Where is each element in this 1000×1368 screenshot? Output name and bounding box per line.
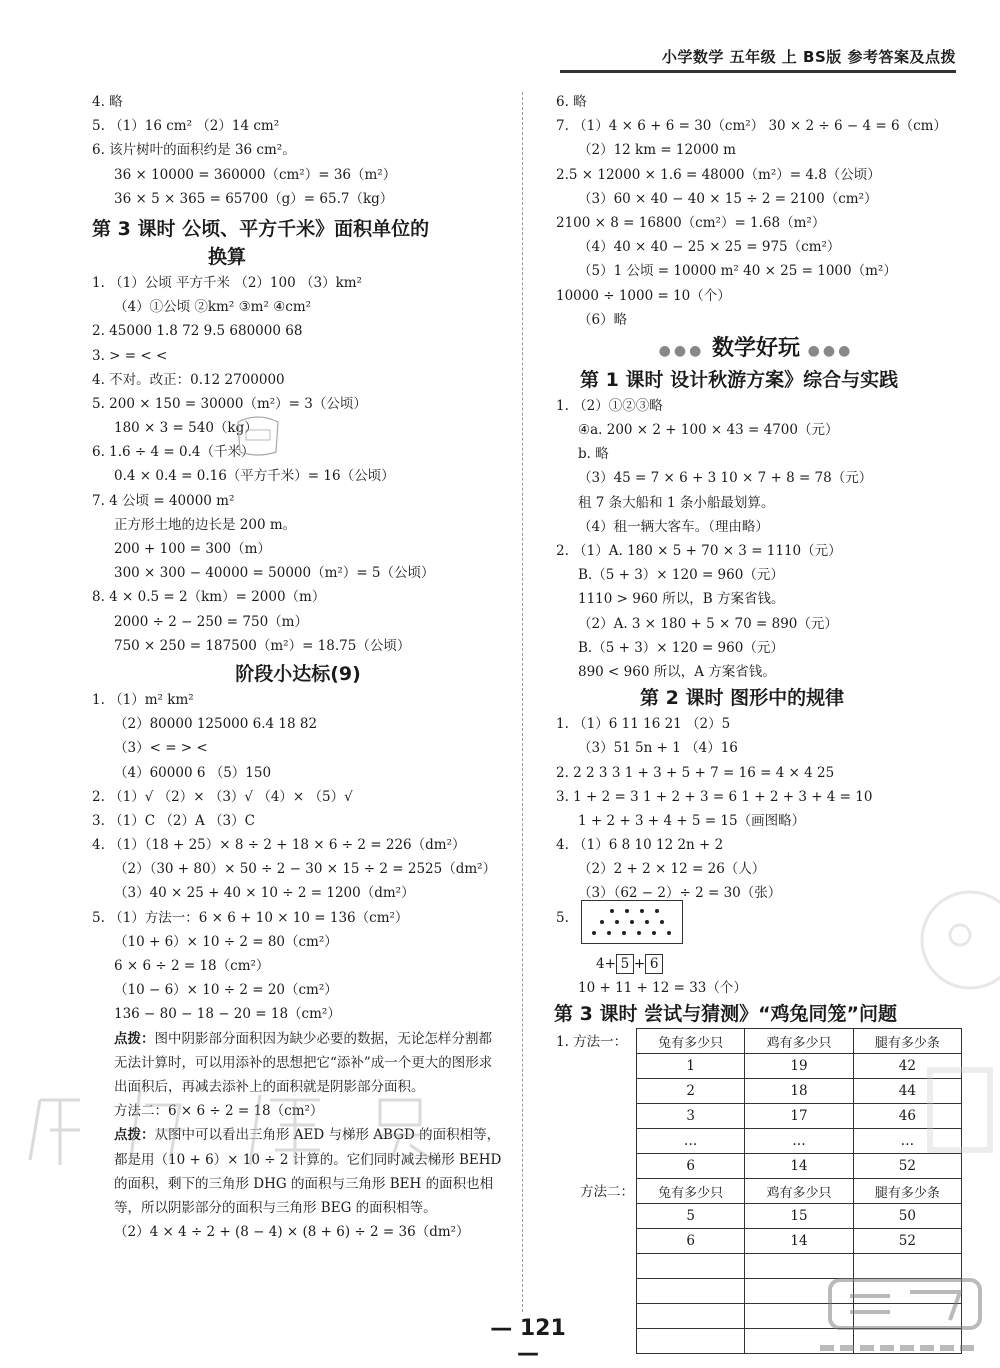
answer-line: 180 × 3 = 540（kg） — [114, 420, 258, 437]
expr-part: 4+ — [596, 955, 616, 972]
answer-line: 4. （1）6 8 10 12 2n + 2 — [556, 837, 724, 854]
table-header-cell: 鸡有多少只 — [745, 1029, 853, 1054]
answer-line: 6. 1.6 ÷ 4 = 0.4（千米） — [92, 444, 255, 461]
answer-line: 5. （1）方法一：6 × 6 + 10 × 10 = 136（cm²） — [92, 909, 409, 926]
answer-line: （2）4 × 4 ÷ 2 + (8 − 4) × (8 + 6) ÷ 2 = 36（dm²） — [114, 1224, 470, 1241]
answer-line: 6. 略 — [556, 94, 587, 110]
answer-line: （4）40 × 40 − 25 × 25 = 975（cm²） — [578, 239, 841, 256]
table-cell: 44 — [853, 1079, 961, 1104]
answer-line: 300 × 300 − 40000 = 50000（m²）= 5（公顷） — [114, 565, 435, 582]
answer-line: 6 × 6 ÷ 2 = 18（cm²） — [114, 958, 270, 974]
answer-line: 租 7 条大船和 1 条小船最划算。 — [578, 494, 775, 511]
answer-line: （2）（30 + 80）× 50 ÷ 2 − 30 × 15 ÷ 2 = 2525（dm²） — [114, 861, 497, 878]
method-label: 方法二： — [580, 1184, 634, 1200]
answer-line: 1. （1）6 11 16 21 （2）5 — [556, 716, 731, 733]
table-cell: 50 — [853, 1204, 961, 1229]
stage-title: 阶段小达标(9) — [235, 662, 361, 685]
table-cell: … — [637, 1129, 745, 1154]
answer-line: 1. （1）公顷 平方千米 （2）100 （3）km² — [92, 274, 362, 291]
answer-line: 1110 > 960 所以，B 方案省钱。 — [578, 591, 785, 608]
answer-line: 8. 4 × 0.5 = 2（km）= 2000（m） — [92, 589, 326, 606]
answer-line: 2. 45000 1.8 72 9.5 680000 68 — [92, 323, 303, 340]
answer-line: （3）（62 − 2）÷ 2 = 30（张） — [578, 885, 782, 902]
answer-line: （2）12 km = 12000 m — [578, 142, 736, 159]
table-cell: 18 — [745, 1079, 853, 1104]
table-cell: 19 — [745, 1054, 853, 1079]
table-cell: 6 — [637, 1154, 745, 1179]
table-cell: … — [853, 1129, 961, 1154]
answer-line: 2. （1）A. 180 × 5 + 70 × 3 = 1110（元） — [556, 543, 842, 559]
table-cell: 17 — [745, 1104, 853, 1129]
table-cell: 6 — [637, 1229, 745, 1254]
table-row — [637, 1204, 962, 1229]
site-logo — [800, 1268, 1000, 1368]
table-cell — [637, 1329, 745, 1354]
table-cell: 52 — [853, 1229, 961, 1254]
item-number: 5. — [556, 909, 569, 926]
answer-line: （10 + 6）× 10 ÷ 2 = 80（cm²） — [114, 933, 338, 950]
section-banner — [556, 332, 956, 366]
dot-pattern-figure — [581, 900, 683, 944]
boxed-number: 5 — [616, 954, 634, 974]
answer-line: （4）①公顷 ②km² ③m² ④cm² — [114, 299, 312, 316]
right-column — [556, 90, 956, 1318]
answer-line: 4. 不对。改正：0.12 2700000 — [92, 371, 285, 388]
answer-line: （4）60000 6 （5）150 — [114, 764, 272, 781]
table-header-cell: 腿有多少条 — [853, 1029, 961, 1054]
page-number: — 121 — — [490, 1316, 566, 1366]
answer-line: 5. （1）16 cm² （2）14 cm² — [92, 118, 280, 135]
table-row — [637, 1229, 962, 1254]
decor-dots: ●●● — [658, 342, 705, 359]
answer-line: （3）< = > < — [114, 740, 208, 757]
answer-line: 200 + 100 = 300（m） — [114, 541, 271, 557]
expr-part: + — [633, 955, 646, 972]
tip-label: 点拨： — [114, 1030, 155, 1047]
answer-line — [556, 952, 956, 976]
answer-line: 6. 该片树叶的面积约是 36 cm²。 — [92, 142, 296, 159]
table-cell — [637, 1279, 745, 1304]
answer-line: 1. （1）m² km² — [92, 691, 194, 708]
table-cell: 5 — [637, 1204, 745, 1229]
answer-line: 2.5 × 12000 × 1.6 = 48000（m²）= 4.8（公顷） — [556, 166, 881, 183]
answer-line: 36 × 10000 = 360000（cm²）= 36（m²） — [114, 166, 397, 183]
table-cell: 14 — [745, 1229, 853, 1254]
table-cell: 46 — [853, 1104, 961, 1129]
table-cell — [637, 1304, 745, 1329]
answer-line: 7. （1）4 × 6 + 6 = 30（cm²） 30 × 2 ÷ 6 − 4 = 6（cm） — [556, 118, 947, 135]
method-label: 1. 方法一： — [556, 1034, 628, 1050]
answer-line: 1 + 2 + 3 + 4 + 5 = 15（画图略） — [578, 812, 806, 829]
answer-line: ④a. 200 × 2 + 100 × 43 = 4700（元） — [578, 422, 839, 439]
answer-line: 2. （1）√ （2）× （3）√ （4）× （5）√ — [92, 788, 353, 805]
answer-line: （3）60 × 40 − 40 × 15 ÷ 2 = 2100（cm²） — [578, 190, 878, 207]
column-divider — [522, 92, 524, 1312]
answer-line: （2）80000 125000 6.4 18 82 — [114, 716, 318, 733]
answer-line: 2000 ÷ 2 − 250 = 750（m） — [114, 613, 308, 630]
answer-line: 890 < 960 所以，A 方案省钱。 — [578, 663, 776, 680]
answer-line: 750 × 250 = 187500（m²）= 18.75（公顷） — [114, 637, 411, 654]
lesson-title: 第 1 课时 设计秋游方案》综合与实践 — [580, 368, 899, 391]
table-cell — [637, 1254, 745, 1279]
answer-line: （3）40 × 25 + 40 × 10 ÷ 2 = 1200（dm²） — [114, 885, 415, 902]
answer-line: 4. （1）（18 + 25）× 8 ÷ 2 + 18 × 6 ÷ 2 = 226（dm²） — [92, 837, 466, 854]
boxed-number: 6 — [645, 954, 663, 974]
answer-line: 36 × 5 × 365 = 65700（g）= 65.7（kg） — [114, 190, 394, 207]
answer-line: 正方形土地的边长是 200 m。 — [114, 516, 297, 533]
lesson-title: 第 3 课时 公顷、平方千米》面积单位的 — [92, 217, 430, 240]
table-cell: 14 — [745, 1154, 853, 1179]
answer-line: 2. 2 2 3 3 1 + 3 + 5 + 7 = 16 = 4 × 4 25 — [556, 764, 835, 781]
answer-line: 0.4 × 0.4 = 0.16（平方千米）= 16（公顷） — [114, 468, 395, 485]
answer-line: 10000 ÷ 1000 = 10（个） — [556, 287, 731, 304]
answer-line: （2）2 + 2 × 12 = 26（人） — [578, 861, 766, 878]
dot-pattern-svg — [582, 901, 682, 943]
table-header-cell: 兔有多少只 — [637, 1029, 745, 1054]
table-cell: 52 — [853, 1154, 961, 1179]
answer-line: 方法二：6 × 6 ÷ 2 = 18（cm²） — [114, 1103, 324, 1120]
table-header-cell: 兔有多少只 — [637, 1179, 745, 1204]
answer-line: （6）略 — [578, 311, 628, 328]
answer-line: 3. > = < < — [92, 347, 168, 364]
tip-text: 图中阴影部分面积因为缺少必要的数据，无论怎样分割都无法计算时，可以用添补的思想把它“添补”成一个更大的图形求出面积后，再减去添补上的面积就是阴影部分面积。 — [114, 1030, 493, 1095]
answer-line: （5）1 公顷 = 10000 m² 40 × 25 = 1000（m²） — [578, 263, 897, 280]
answer-line: 136 − 80 − 18 − 20 = 18（cm²） — [114, 1006, 341, 1023]
answer-line: 3. 1 + 2 = 3 1 + 2 + 3 = 6 1 + 2 + 3 + 4 = 10 — [556, 788, 873, 805]
answer-line: 7. 4 公顷 = 40000 m² — [92, 492, 235, 509]
lesson-title-cont: 换算 — [208, 245, 247, 268]
table-cell: 42 — [853, 1054, 961, 1079]
answer-line: 4. 略 — [92, 94, 123, 110]
answer-line: B.（5 + 3）× 120 = 960（元） — [578, 567, 784, 584]
answer-line: b. 略 — [578, 446, 609, 463]
stamp-logo — [232, 408, 284, 460]
answer-line: （3）51 5n + 1 （4）16 — [578, 740, 738, 757]
decor-dots: ●●● — [807, 342, 854, 359]
answer-line: 3. （1）C （2）A （3）C — [92, 812, 255, 829]
tip-label: 点拨： — [114, 1127, 155, 1144]
table-cell: … — [745, 1129, 853, 1154]
answer-line: （10 − 6）× 10 ÷ 2 = 20（cm²） — [114, 982, 338, 999]
answer-line-figure — [556, 906, 956, 952]
table-cell: 15 — [745, 1204, 853, 1229]
tip-text: 从图中可以看出三角形 AED 与梯形 ABGD 的面积相等，都是用（10 + 6）× 10 ÷ 2 计算的。它们同时减去梯形 BEHD 的面积，剩下的三角形 DHG 的面积与三角形 BEH 的面积也相等，所以阴影部分的面积与三角形 BEG 的面积相等。 — [114, 1127, 502, 1216]
answer-line: 1. （2）①②③略 — [556, 397, 663, 414]
answer-line: （4）租一辆大客车。（理由略） — [578, 518, 769, 535]
mascot-logo — [910, 880, 1000, 1180]
answer-line: （3）45 = 7 × 6 + 3 10 × 7 + 8 = 78（元） — [578, 470, 873, 487]
watermark-logo — [20, 1070, 500, 1180]
table-cell: 2 — [637, 1079, 745, 1104]
table-cell: 1 — [637, 1054, 745, 1079]
answer-line: 10 + 11 + 12 = 33（个） — [578, 979, 747, 996]
table-header-cell: 鸡有多少只 — [745, 1179, 853, 1204]
answer-line: 2100 × 8 = 16800（cm²）= 1.68（m²） — [556, 214, 826, 231]
table-header-row — [637, 1179, 962, 1204]
answer-line: 5. 200 × 150 = 30000（m²）= 3（公顷） — [92, 395, 367, 412]
page-header: 小学数学 五年级 上 BS版 参考答案及点拨 — [661, 48, 956, 66]
section-title: 数学好玩 — [711, 335, 800, 361]
lesson-title: 第 3 课时 尝试与猜测》“鸡兔同笼”问题 — [554, 1003, 898, 1025]
table-header-cell: 腿有多少条 — [853, 1179, 961, 1204]
lesson-title: 第 2 课时 图形中的规律 — [640, 687, 845, 710]
answer-line: （2）A. 3 × 180 + 5 × 70 = 890（元） — [578, 615, 838, 632]
table-cell: 3 — [637, 1104, 745, 1129]
answer-line: B.（5 + 3）× 120 = 960（元） — [578, 639, 784, 656]
header-rule — [560, 70, 956, 73]
